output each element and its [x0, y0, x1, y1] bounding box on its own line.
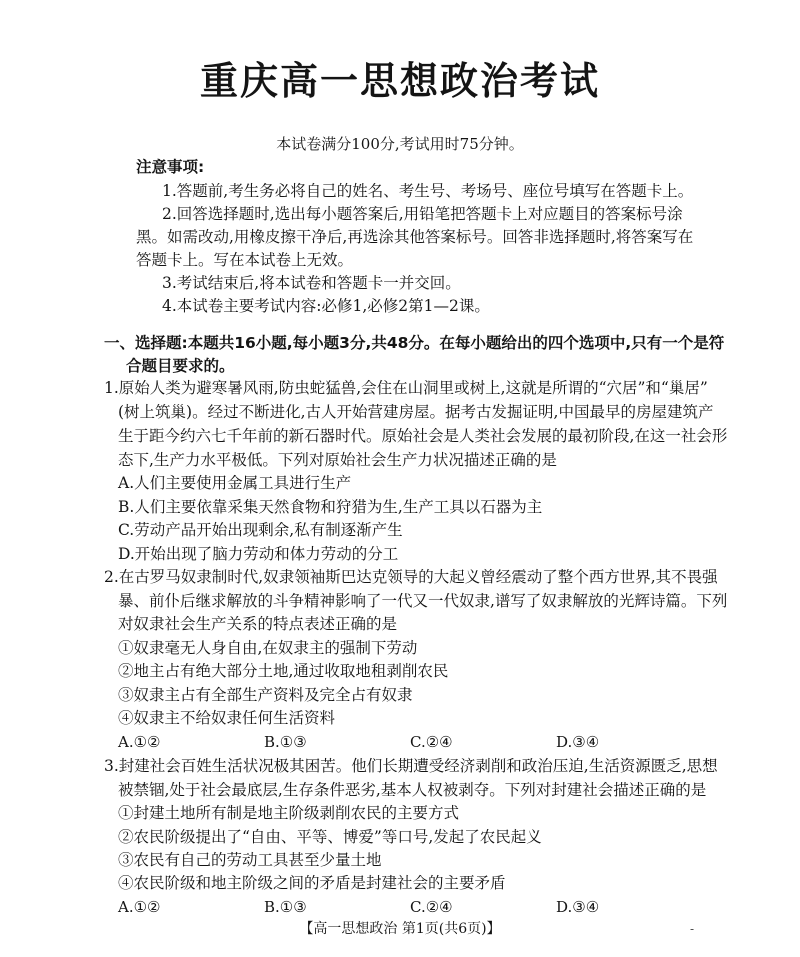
- choice-d: D.③④: [556, 733, 600, 751]
- question-2-stem: 2.在古罗马奴隶制时代,奴隶领袖斯巴达克领导的大起义曾经震动了整个西方世界,其不畏强: [104, 568, 718, 586]
- question-2-stem: 暴、前仆后继求解放的斗争精神影响了一代又一代奴隶,谱写了奴隶解放的光辉诗篇。下列: [118, 592, 728, 610]
- question-2-choices: [118, 732, 598, 752]
- page-footer: 【高一思想政治 第1页(共6页)】: [299, 921, 501, 937]
- notes-line: 4.本试卷主要考试内容:必修1,必修2第1—2课。: [162, 297, 490, 315]
- question-3-stem: 被禁锢,处于社会最底层,生存条件恶劣,基本人权被剥夺。下列对封建社会描述正确的是: [118, 781, 707, 799]
- question-3-item-1: ①封建土地所有制是地主阶级剥削农民的主要方式: [118, 804, 460, 822]
- question-2-item-2: ②地主占有绝大部分土地,通过收取地租剥削农民: [118, 662, 449, 680]
- choice-a: A.①②: [118, 733, 161, 751]
- question-1-stem: 1.原始人类为避寒暑风雨,防虫蛇猛兽,会住在山洞里或树上,这就是所谓的“穴居”和“巢居”: [104, 379, 708, 397]
- exam-subtitle: 本试卷满分100分,考试用时75分钟。: [276, 135, 524, 153]
- notes-line: 3.考试结束后,将本试卷和答题卡一并交回。: [162, 274, 461, 292]
- footer-mark: -: [690, 922, 695, 936]
- section-heading-cont: 合题目要求的。: [126, 357, 235, 375]
- notes-line: 答题卡上。写在本试卷上无效。: [136, 251, 354, 269]
- question-1-option-d: D.开始出现了脑力劳动和体力劳动的分工: [118, 545, 399, 563]
- question-3-item-3: ③农民有自己的劳动工具甚至少量土地: [118, 851, 382, 869]
- notes-line: 黑。如需改动,用橡皮擦干净后,再选涂其他答案标号。回答非选择题时,将答案写在: [136, 228, 694, 246]
- section-heading: 一、选择题:本题共16小题,每小题3分,共48分。在每小题给出的四个选项中,只有一个是符: [104, 334, 725, 352]
- notes-heading: 注意事项:: [136, 158, 205, 176]
- question-1-stem: 生于距今约六七千年前的新石器时代。原始社会是人类社会发展的最初阶段,在这一社会形: [118, 427, 728, 445]
- question-3-choices: [118, 897, 598, 917]
- notes-line: 2.回答选择题时,选出每小题答案后,用铅笔把答题卡上对应题目的答案标号涂: [162, 205, 683, 223]
- question-1-option-c: C.劳动产品开始出现剩余,私有制逐渐产生: [118, 521, 403, 539]
- question-3-item-2: ②农民阶级提出了“自由、平等、博爱”等口号,发起了农民起义: [118, 828, 542, 846]
- question-1-stem: (树上筑巢)。经过不断进化,古人开始营建房屋。据考古发掘证明,中国最早的房屋建筑产: [118, 403, 714, 421]
- choice-c: C.②④: [410, 733, 453, 751]
- question-1-option-b: B.人们主要依靠采集天然食物和狩猎为生,生产工具以石器为主: [118, 498, 543, 516]
- choice-c: C.②④: [410, 898, 453, 916]
- question-2-item-1: ①奴隶毫无人身自由,在奴隶主的强制下劳动: [118, 639, 418, 657]
- notes-line: 1.答题前,考生务必将自己的姓名、考生号、考场号、座位号填写在答题卡上。: [162, 182, 694, 200]
- exam-title: 重庆高一思想政治考试: [199, 59, 600, 103]
- question-3-stem: 3.封建社会百姓生活状况极其困苦。他们长期遭受经济剥削和政治压迫,生活资源匮乏,思想: [104, 757, 718, 775]
- choice-a: A.①②: [118, 898, 161, 916]
- question-3-item-4: ④农民阶级和地主阶级之间的矛盾是封建社会的主要矛盾: [118, 874, 506, 892]
- question-2-item-3: ③奴隶主占有全部生产资料及完全占有奴隶: [118, 686, 413, 704]
- choice-b: B.①③: [264, 898, 307, 916]
- question-2-stem: 对奴隶社会生产关系的特点表述正确的是: [118, 615, 398, 633]
- question-1-stem: 态下,生产力水平极低。下列对原始社会生产力状况描述正确的是: [118, 451, 557, 469]
- choice-b: B.①③: [264, 733, 307, 751]
- question-1-option-a: A.人们主要使用金属工具进行生产: [118, 474, 352, 492]
- choice-d: D.③④: [556, 898, 600, 916]
- question-2-item-4: ④奴隶主不给奴隶任何生活资料: [118, 709, 336, 727]
